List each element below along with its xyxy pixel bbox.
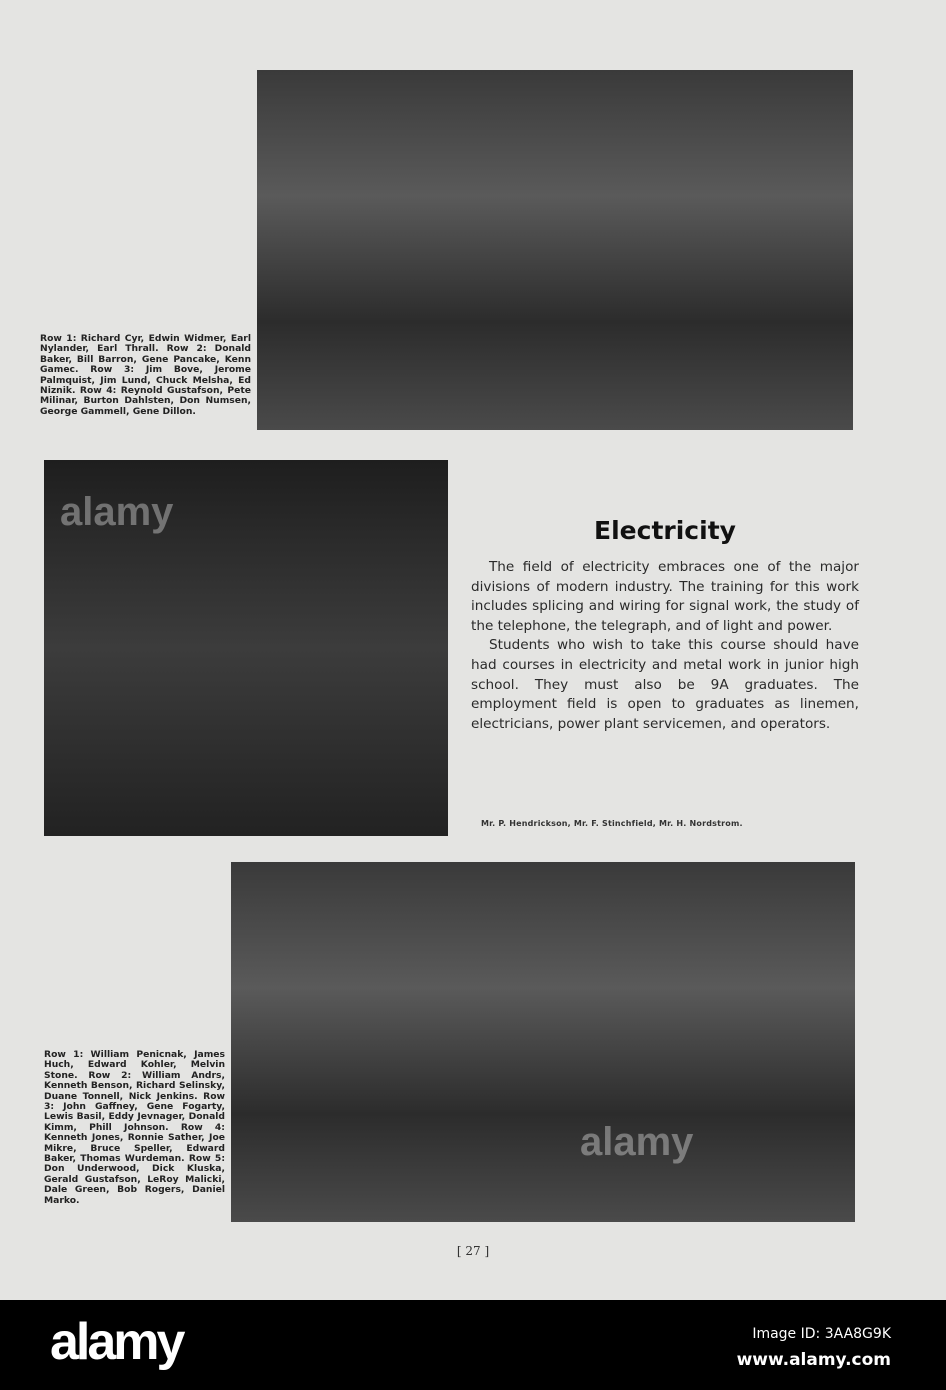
bottom-photo-caption: Row 1: William Penicnak, James Huch, Edward Kohler, Melvin Stone. Row 2: William Andrs, Kenneth Benson, Richard Selinsky, Duane Tonnell, Nick Jenkins. Row 3: John Gaffney, Gene Fogarty, Lewis Basil, Eddy Jevnager, Donald Kimm, Phill Johnson. Row 4: Kenneth Jones, Ronnie Sather, Joe Mikre, Bruce Speller, Edward Baker, Thomas Wurdeman. Row 5: Don Underwood, Dick Kluska, Gerald Gustafson, LeRoy Malicki, Dale Green, Bob Rogers, Daniel Marko. [44,1049,225,1206]
image-id: Image ID: 3AA8G9K [752,1326,891,1342]
top-photo-caption: Row 1: Richard Cyr, Edwin Widmer, Earl Nylander, Earl Thrall. Row 2: Donald Baker, Bill Barron, Gene Pancake, Kenn Gamec. Row 3: Jim Bove, Jerome Palmquist, Jim Lund, Chuck Melsha, Ed Niznik. Row 4: Reynold Gustafson, Pete Milinar, Burton Dahlsten, Don Numsen, George Gammell, Gene Dillon. [40,333,251,417]
alamy-logo: alamy [50,1313,183,1371]
article-paragraph: The field of electricity embraces one of the major divisions of modern industry. The training for this work includes splicing and wiring for signal work, the study of the telephone, the telegraph, and of light and power. [471,559,859,634]
article-body [471,558,859,734]
article-title: Electricity [594,516,736,545]
watermark: alamy [60,490,174,534]
class-photo-top [257,70,853,430]
watermark: alamy [580,1120,694,1164]
article-paragraph: Students who wish to take this course should have had courses in electricity and metal work in junior high school. They must also be 9A graduates. The employment field is open to graduates as linemen, electricians, power plant servicemen, and operators. [471,637,859,732]
photo-credits: Mr. P. Hendrickson, Mr. F. Stinchfield, Mr. H. Nordstrom. [481,819,743,828]
site-url: www.alamy.com [736,1350,891,1370]
stock-footer [0,1300,946,1390]
page-number: [ 27 ] [456,1244,490,1258]
class-photo-bottom [231,862,855,1222]
